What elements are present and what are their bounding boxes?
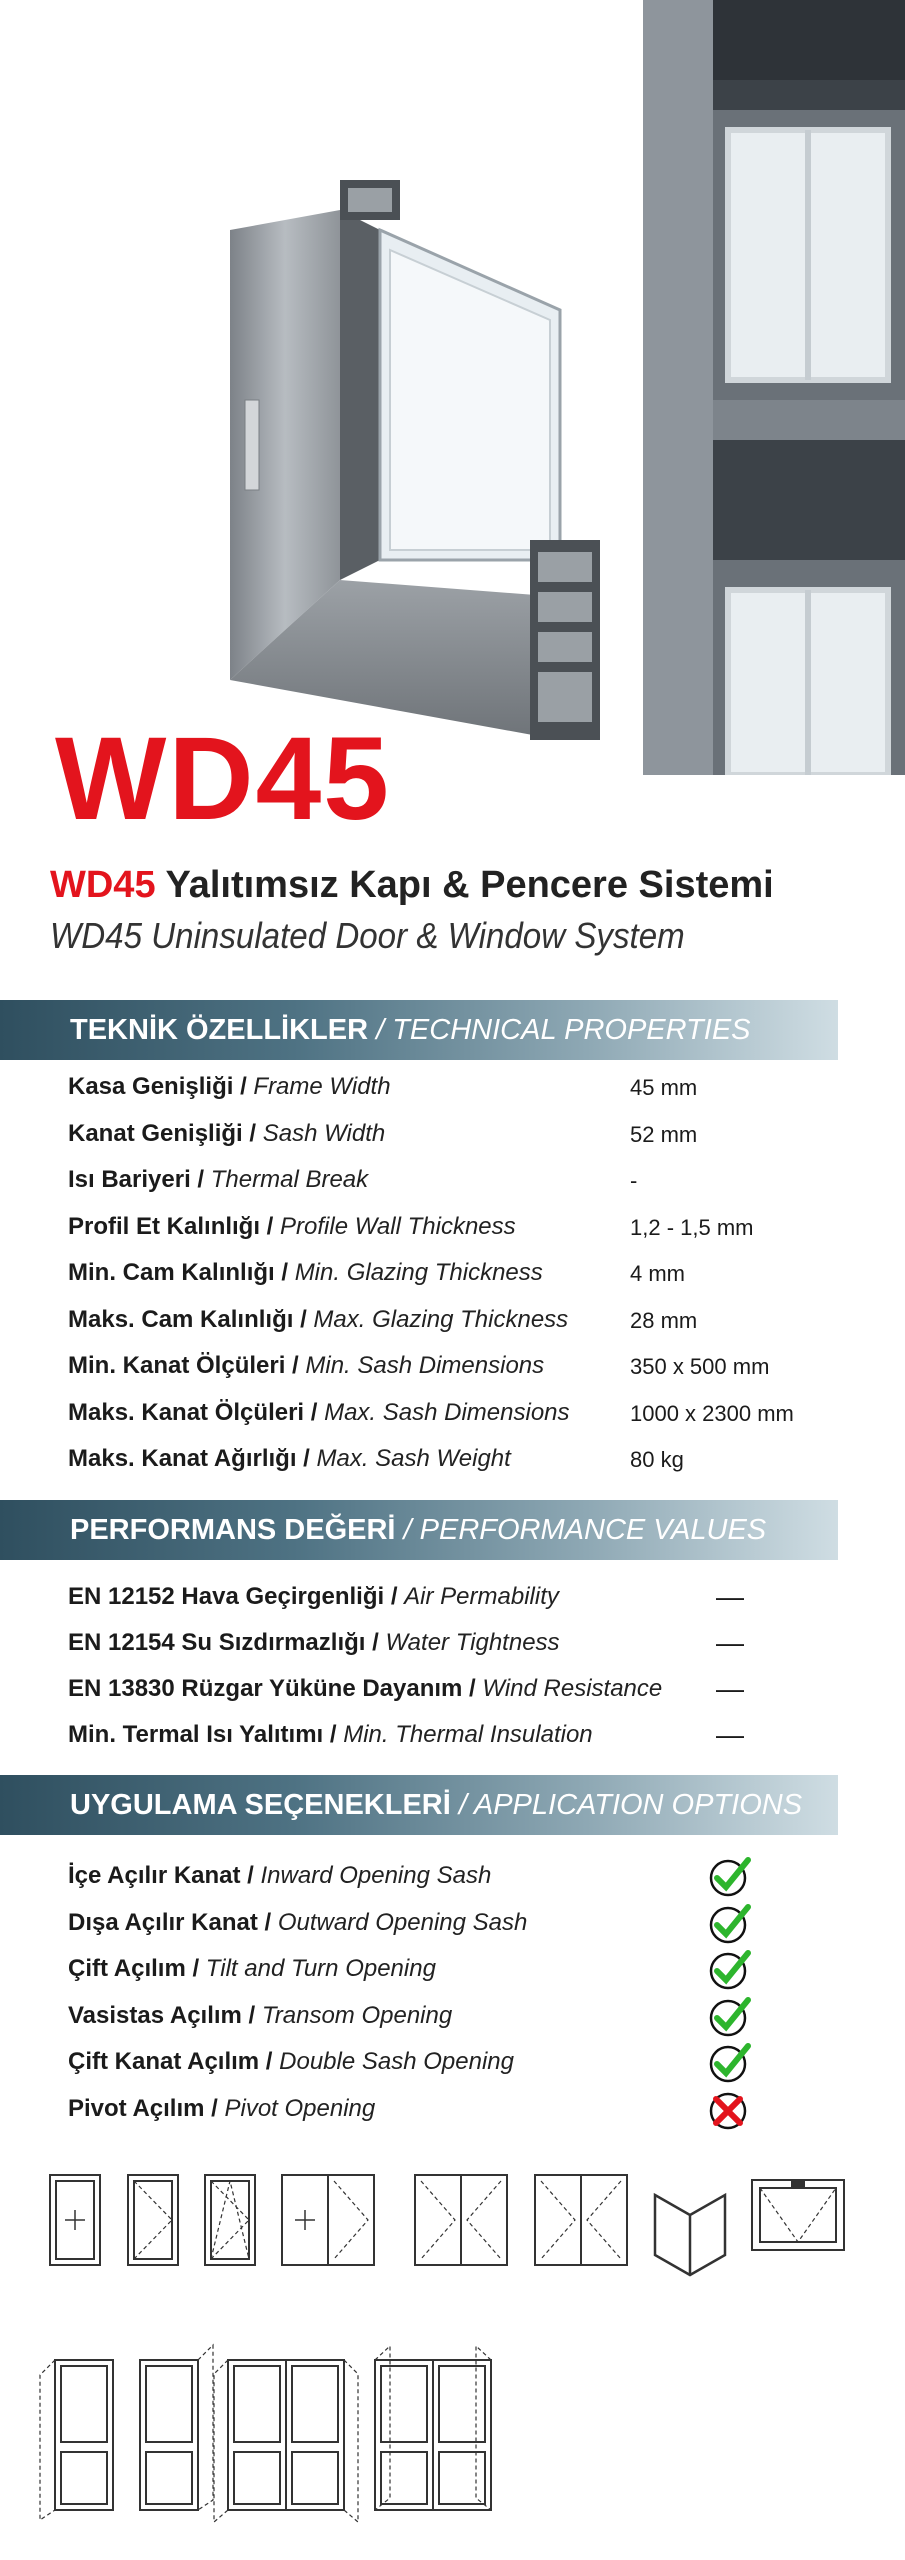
property-row	[68, 1629, 560, 1669]
property-label-en: Tilt and Turn Opening	[205, 1955, 436, 1982]
property-label-en: Water Tightness	[385, 1629, 560, 1656]
property-value: 52 mm	[630, 1121, 698, 1147]
outward-door-icon	[140, 2345, 213, 2510]
property-row	[68, 2048, 514, 2088]
pivot-open-icon	[655, 2195, 725, 2275]
property-value: 4 mm	[630, 1261, 685, 1286]
property-label-tr: Vasistas Açılım /	[68, 2001, 262, 2029]
property-label-tr: Çift Açılım /	[68, 1955, 206, 1982]
property-row	[68, 1073, 391, 1113]
subtitle-turkish	[50, 866, 774, 904]
property-label-tr: Profil Et Kalınlığı /	[68, 1212, 281, 1240]
property-label-en: Profile Wall Thickness	[280, 1212, 516, 1240]
property-label-en: Sash Width	[262, 1119, 386, 1147]
property-label-tr: Isı Bariyeri /	[68, 1166, 211, 1193]
property-label-tr: Min. Termal Isı Yalıtımı /	[68, 1721, 344, 1748]
fixed-window-icon	[50, 2175, 100, 2265]
subtitle-english	[50, 915, 685, 956]
section-title-en: / TECHNICAL PROPERTIES	[368, 1014, 751, 1046]
hero-area	[0, 0, 905, 845]
subtitle-tr-text: Yalıtımsız Kapı & Pencere Sistemi	[155, 864, 774, 906]
performance-value-dash: —	[716, 1719, 744, 1750]
double-sash-icon	[415, 2175, 507, 2265]
section-title-tr: TEKNİK ÖZELLİKLER	[70, 1014, 369, 1046]
transom-icon	[752, 2180, 844, 2250]
property-value: 80 kg	[630, 1447, 684, 1472]
tilt-turn-icon	[205, 2175, 255, 2265]
property-value: -	[630, 1168, 638, 1193]
product-code-title: WD45	[55, 713, 391, 845]
property-label-en: Air Permability	[404, 1583, 559, 1610]
property-label-tr: Min. Cam Kalınlığı /	[68, 1259, 295, 1286]
subtitle-en-text: Uninsulated Door & Window System	[142, 915, 685, 956]
property-label-tr: Kanat Genişliği /	[68, 1119, 263, 1147]
property-label-en: Min. Thermal Insulation	[343, 1721, 593, 1748]
section-header-technical	[0, 1000, 838, 1060]
property-label-en: Min. Sash Dimensions	[305, 1352, 545, 1379]
inward-door-icon	[40, 2360, 113, 2520]
property-label-tr: Kasa Genişliği /	[68, 1073, 254, 1100]
double-door-outward-icon	[375, 2346, 491, 2510]
property-row	[68, 1259, 543, 1299]
property-label-tr: Maks. Cam Kalınlığı /	[68, 1305, 314, 1333]
section-title-en: / APPLICATION OPTIONS	[450, 1789, 803, 1821]
property-label-tr: EN 12152 Hava Geçirgenliği /	[68, 1583, 405, 1610]
cross-mark-icon	[708, 2087, 752, 2131]
inward-sash-icon	[128, 2175, 178, 2265]
property-row	[68, 2002, 452, 2042]
property-label-en: Outward Opening Sash	[277, 1908, 528, 1936]
property-label-tr: EN 13830 Rüzgar Yüküne Dayanım /	[68, 1675, 483, 1702]
double-door-icon	[214, 2360, 358, 2522]
fixed-plus-sash-icon	[282, 2175, 374, 2265]
section-header-application	[0, 1775, 838, 1835]
subtitle-tr-code: WD45	[50, 864, 156, 906]
property-value: 350 x 500 mm	[630, 1354, 770, 1379]
property-label-tr: Dışa Açılır Kanat /	[68, 1908, 278, 1936]
property-row	[68, 1955, 436, 1995]
check-mark-icon	[708, 1994, 752, 2038]
property-label-en: Min. Glazing Thickness	[294, 1259, 543, 1286]
section-title	[70, 1514, 766, 1547]
property-row	[68, 1306, 568, 1346]
property-label-en: Max. Sash Weight	[316, 1445, 511, 1472]
property-row	[68, 1166, 368, 1206]
property-row	[68, 1399, 570, 1439]
property-row	[68, 1352, 544, 1392]
window-profile-image	[200, 180, 620, 760]
property-row	[68, 1721, 593, 1761]
property-row	[68, 1120, 385, 1160]
property-row	[68, 1445, 511, 1485]
property-label-tr: İçe Açılır Kanat /	[68, 1862, 261, 1889]
property-label-en: Max. Sash Dimensions	[324, 1398, 570, 1426]
subtitle-en-code: WD45	[50, 915, 143, 956]
property-label-en: Wind Resistance	[482, 1675, 663, 1702]
property-label-tr: EN 12154 Su Sızdırmazlığı /	[68, 1629, 386, 1656]
section-title-tr: PERFORMANS DEĞERİ	[70, 1514, 396, 1546]
performance-value-dash: —	[716, 1627, 744, 1658]
section-title	[70, 1789, 802, 1822]
property-row	[68, 1213, 516, 1253]
property-row	[68, 1583, 559, 1623]
property-label-tr: Pivot Açılım /	[68, 2094, 225, 2122]
check-mark-icon	[708, 2040, 752, 2084]
section-title-tr: UYGULAMA SEÇENEKLERİ	[70, 1789, 451, 1821]
property-label-en: Pivot Opening	[224, 2094, 376, 2122]
building-facade-image	[643, 0, 905, 775]
property-row	[68, 1909, 527, 1949]
property-row	[68, 1862, 491, 1902]
property-label-tr: Çift Kanat Açılım /	[68, 2048, 280, 2075]
property-label-en: Inward Opening Sash	[260, 1862, 492, 1889]
property-value: 28 mm	[630, 1307, 698, 1333]
check-mark-icon	[708, 1947, 752, 1991]
property-row	[68, 1675, 662, 1715]
property-value: 1,2 - 1,5 mm	[630, 1214, 754, 1240]
property-label-tr: Min. Kanat Ölçüleri /	[68, 1352, 306, 1379]
property-label-tr: Maks. Kanat Ağırlığı /	[68, 1445, 317, 1472]
check-mark-icon	[708, 1854, 752, 1898]
performance-value-dash: —	[716, 1673, 744, 1704]
property-value: 45 mm	[630, 1075, 698, 1100]
opening-type-diagrams	[0, 2160, 905, 2560]
property-label-en: Frame Width	[253, 1073, 391, 1100]
property-label-en: Max. Glazing Thickness	[313, 1305, 569, 1333]
property-label-en: Transom Opening	[261, 2001, 453, 2029]
property-value: 1000 x 2300 mm	[630, 1400, 794, 1426]
performance-value-dash: —	[716, 1581, 744, 1612]
section-title-en: / PERFORMANCE VALUES	[395, 1514, 767, 1546]
section-title	[70, 1014, 751, 1047]
property-label-en: Double Sash Opening	[279, 2048, 514, 2075]
double-tilt-turn-icon	[535, 2175, 627, 2265]
property-row	[68, 2095, 375, 2135]
property-label-tr: Maks. Kanat Ölçüleri /	[68, 1398, 325, 1426]
check-mark-icon	[708, 1901, 752, 1945]
section-header-performance	[0, 1500, 838, 1560]
property-label-en: Thermal Break	[210, 1166, 369, 1193]
